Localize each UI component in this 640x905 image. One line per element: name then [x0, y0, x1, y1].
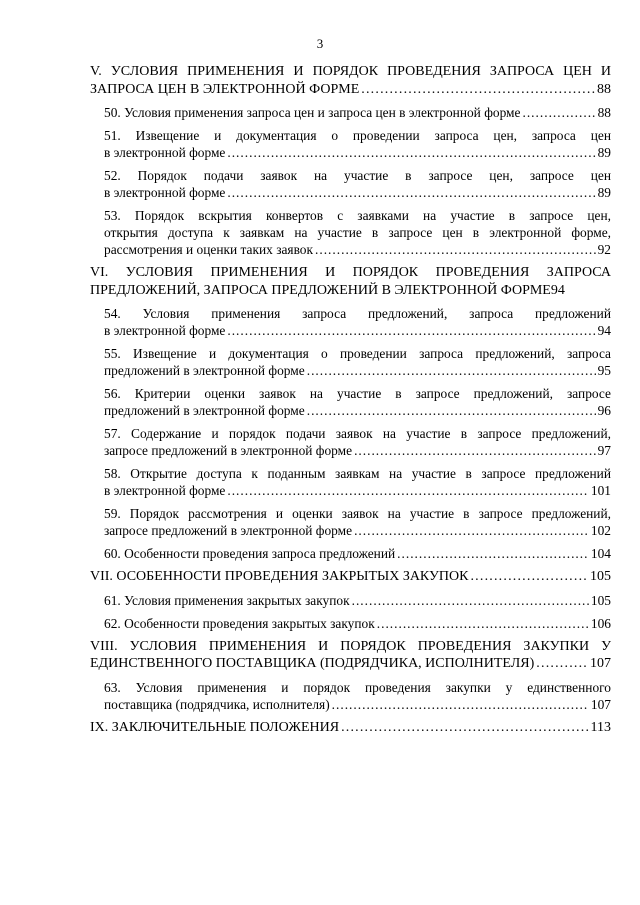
toc-entry-line: 63. Условия применения и порядок проведения закупки у единственного [104, 679, 611, 695]
dot-leader [522, 104, 595, 121]
dot-leader [352, 592, 589, 609]
toc-entry-last-line [104, 442, 611, 459]
toc-entry-last-line [90, 568, 611, 586]
toc-entry-line: VI. УСЛОВИЯ ПРИМЕНЕНИЯ И ПОРЯДОК ПРОВЕДЕНИЯ ЗАПРОСА [90, 265, 611, 280]
toc-page-number: 105 [590, 592, 611, 608]
toc-entry-line: 55. Извещение и документация о проведении запроса предложений, запроса [104, 346, 611, 361]
toc-entry-line: 54. Условия применения запроса предложений, запроса предложений [104, 306, 611, 321]
toc-item [104, 345, 611, 379]
toc-page-number: 88 [597, 81, 611, 97]
toc-page-number: 92 [597, 242, 611, 257]
table-of-contents [90, 63, 611, 742]
toc-section [90, 63, 611, 98]
toc-entry-last-line [90, 282, 611, 300]
toc-item [104, 545, 611, 562]
page-number: 3 [316, 36, 324, 51]
dot-leader [354, 522, 589, 539]
toc-page-number: 89 [597, 145, 611, 160]
dot-leader [227, 482, 589, 499]
toc-item [104, 207, 611, 258]
toc-entry-title: ЕДИНСТВЕННОГО ПОСТАВЩИКА (ПОДРЯДЧИКА, ИСПОЛНИТЕЛЯ) [90, 656, 535, 671]
toc-page-number: 95 [597, 363, 611, 378]
toc-entry-last-line [104, 322, 611, 339]
dot-leader [341, 719, 588, 737]
toc-item [104, 679, 611, 713]
toc-entry-line: 57. Содержание и порядок подачи заявок на участие в запросе предложений, [104, 426, 611, 441]
dot-leader [227, 322, 595, 339]
toc-item [104, 505, 611, 539]
toc-item [104, 127, 611, 161]
dot-leader [377, 615, 589, 632]
dot-leader [332, 696, 589, 713]
toc-page-number: 89 [597, 185, 611, 200]
toc-page-number: 107 [590, 656, 611, 671]
dot-leader [307, 402, 596, 419]
toc-item [104, 615, 611, 632]
toc-section [90, 719, 611, 737]
toc-entry-last-line [90, 655, 611, 673]
toc-item [104, 385, 611, 419]
toc-item [104, 465, 611, 499]
toc-entry-title: ПРЕДЛОЖЕНИЙ, ЗАПРОСА ПРЕДЛОЖЕНИЙ В ЭЛЕКТРОННОЙ ФОРМЕ [90, 282, 551, 298]
dot-leader [315, 241, 596, 258]
toc-entry-title: 50. Условия применения запроса цен и запроса цен в электронной форме [104, 105, 521, 120]
toc-entry-line: 56. Критерии оценки заявок на участие в запросе предложений, запросе [104, 386, 611, 401]
toc-section [90, 638, 611, 673]
toc-page-number: 106 [590, 615, 611, 631]
toc-page-number: 102 [590, 523, 611, 538]
toc-item [104, 425, 611, 459]
toc-entry-last-line [90, 81, 611, 99]
toc-entry-title: запросе предложений в электронной форме [104, 523, 353, 538]
toc-entry-last-line [104, 696, 611, 713]
dot-leader [227, 184, 595, 201]
toc-entry-title: поставщика (подрядчика, исполнителя) [104, 696, 330, 712]
toc-page-number: 101 [590, 483, 611, 498]
toc-entry-last-line [104, 104, 611, 121]
toc-page-number: 97 [597, 443, 611, 458]
toc-page-number: 104 [590, 546, 611, 561]
dot-leader [361, 81, 595, 99]
dot-leader [470, 568, 588, 586]
toc-entry-last-line [104, 144, 611, 161]
toc-entry-title: предложений в электронной форме [104, 363, 305, 378]
toc-entry-last-line [104, 241, 611, 258]
toc-entry-title: IX. ЗАКЛЮЧИТЕЛЬНЫЕ ПОЛОЖЕНИЯ [90, 719, 340, 735]
dot-leader [397, 545, 589, 562]
toc-entry-line: 58. Открытие доступа к поданным заявкам на участие в запросе предложений [104, 466, 611, 481]
toc-entry-title: ЗАПРОСА ЦЕН В ЭЛЕКТРОННОЙ ФОРМЕ [90, 81, 360, 97]
toc-entry-line: открытия доступа к заявкам на участие в запросе цен в электронной форме, [104, 225, 611, 240]
toc-page-number: 94 [550, 282, 565, 298]
toc-entry-title: предложений в электронной форме [104, 403, 305, 418]
toc-section [90, 264, 611, 299]
toc-entry-last-line [104, 184, 611, 201]
toc-entry-line: 52. Порядок подачи заявок на участие в запросе цен, запросе цен [104, 168, 611, 183]
toc-page-number: 105 [590, 569, 611, 584]
toc-entry-line: V. УСЛОВИЯ ПРИМЕНЕНИЯ И ПОРЯДОК ПРОВЕДЕНИЯ ЗАПРОСА ЦЕН И [90, 64, 611, 79]
dot-leader [227, 144, 595, 161]
toc-entry-title: в электронной форме [104, 323, 226, 338]
toc-entry-last-line [104, 592, 611, 609]
toc-entry-line: 59. Порядок рассмотрения и оценки заявок на участие в запросе предложений, [104, 506, 611, 521]
toc-entry-last-line [104, 482, 611, 499]
toc-entry-last-line [104, 615, 611, 632]
toc-page-number: 96 [597, 403, 611, 418]
toc-entry-last-line [90, 719, 611, 737]
toc-entry-last-line [104, 522, 611, 539]
toc-section [90, 568, 611, 586]
toc-entry-title: в электронной форме [104, 483, 226, 498]
toc-entry-title: 60. Особенности проведения запроса предложений [104, 546, 396, 561]
toc-item [104, 167, 611, 201]
toc-item [104, 592, 611, 609]
toc-page-number: 94 [597, 323, 611, 338]
dot-leader [536, 655, 588, 673]
toc-entry-title: рассмотрения и оценки таких заявок [104, 242, 314, 257]
toc-entry-title: 62. Особенности проведения закрытых закупок [104, 615, 375, 631]
dot-leader [354, 442, 596, 459]
toc-entry-last-line [104, 402, 611, 419]
toc-entry-title: VII. ОСОБЕННОСТИ ПРОВЕДЕНИЯ ЗАКРЫТЫХ ЗАКУПОК [90, 569, 469, 584]
toc-page-number: 88 [597, 105, 611, 120]
toc-entry-title: в электронной форме [104, 145, 226, 160]
toc-entry-line: VIII. УСЛОВИЯ ПРИМЕНЕНИЯ И ПОРЯДОК ПРОВЕДЕНИЯ ЗАКУПКИ У [90, 638, 611, 654]
toc-entry-title: запросе предложений в электронной форме [104, 443, 353, 458]
dot-leader [307, 362, 596, 379]
toc-entry-line: 53. Порядок вскрытия конвертов с заявками на участие в запросе цен, [104, 208, 611, 223]
toc-item [104, 305, 611, 339]
toc-entry-last-line [104, 362, 611, 379]
toc-entry-line: 51. Извещение и документация о проведении запроса цен, запроса цен [104, 128, 611, 143]
toc-item [104, 104, 611, 121]
toc-page-number: 113 [590, 719, 611, 735]
toc-entry-last-line [104, 545, 611, 562]
toc-page-number: 107 [590, 696, 611, 712]
toc-entry-title: в электронной форме [104, 185, 226, 200]
toc-entry-title: 61. Условия применения закрытых закупок [104, 592, 350, 608]
